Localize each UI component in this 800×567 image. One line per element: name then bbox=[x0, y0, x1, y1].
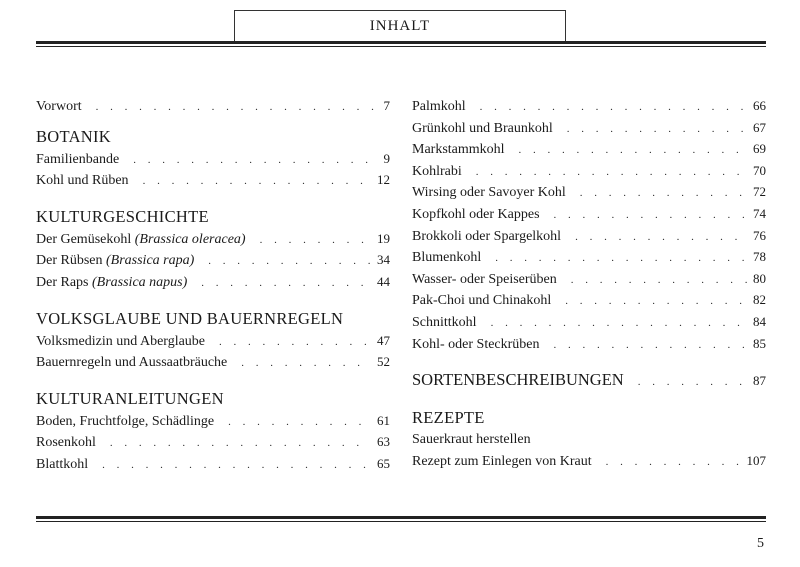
toc-entry-page: 70 bbox=[753, 162, 766, 178]
toc-entry-page: 66 bbox=[753, 98, 766, 113]
toc-entry-label: Pak-Choi und Chinakohl bbox=[412, 293, 552, 309]
toc-entry[interactable] bbox=[412, 334, 766, 356]
toc-entry-page: 7 bbox=[383, 98, 390, 113]
toc-entry-label: Kohl und Rüben bbox=[36, 173, 129, 189]
toc-entry-label: Rosenkohl bbox=[36, 435, 96, 451]
toc-entry-label: Palmkohl bbox=[412, 99, 466, 114]
section-heading-sortenbeschreibungen: SORTENBESCHREIBUNGEN bbox=[412, 370, 624, 390]
toc-entry-label: Bauernregeln und Aussaatbräuche bbox=[36, 355, 228, 371]
leader-dots bbox=[110, 433, 371, 454]
toc-entry-label: Rezept zum Einlegen von Kraut bbox=[412, 453, 592, 469]
toc-entry-name: Der Gemüsekohl bbox=[36, 231, 132, 247]
toc-entry-page: 65 bbox=[377, 455, 390, 471]
toc-entry-page: 52 bbox=[377, 354, 390, 370]
toc-entry[interactable] bbox=[412, 118, 766, 140]
toc-entry[interactable] bbox=[412, 430, 766, 451]
toc-entry-label: Wasser- oder Speiserüben bbox=[412, 271, 557, 287]
leader-dots bbox=[476, 162, 747, 183]
toc-entry-page: 67 bbox=[753, 119, 766, 135]
leader-dots bbox=[201, 273, 371, 294]
toc-entry-latin: (Brassica napus) bbox=[92, 274, 188, 290]
leader-dots bbox=[480, 97, 747, 118]
toc-entry[interactable] bbox=[412, 290, 766, 312]
toc-entry-label: Kohl- oder Steckrüben bbox=[412, 336, 540, 352]
bottom-rule-thick bbox=[36, 516, 766, 519]
toc-entry-latin: (Brassica rapa) bbox=[106, 253, 195, 269]
toc-entry[interactable] bbox=[412, 204, 766, 226]
toc-entry-page: 61 bbox=[377, 412, 390, 428]
toc-entry[interactable] bbox=[412, 269, 766, 291]
toc-entry-label: Blumenkohl bbox=[412, 250, 482, 266]
top-rule-thick bbox=[36, 41, 766, 44]
toc-entry[interactable] bbox=[36, 352, 390, 374]
toc-entry-page: 80 bbox=[753, 270, 766, 286]
leader-dots bbox=[606, 452, 741, 473]
leader-dots bbox=[638, 371, 747, 393]
toc-entry-label bbox=[36, 230, 246, 251]
toc-entry-page: 44 bbox=[377, 273, 390, 289]
toc-right-column bbox=[412, 96, 766, 472]
section-heading-kulturgeschichte: KULTURGESCHICHTE bbox=[36, 206, 209, 226]
toc-entry-latin: (Brassica oleracea) bbox=[134, 231, 246, 247]
toc-entry-page: 78 bbox=[753, 249, 766, 265]
toc-entry[interactable] bbox=[36, 272, 390, 294]
toc-entry-label: Kohlrabi bbox=[412, 163, 462, 179]
toc-entry-page: 63 bbox=[377, 434, 390, 450]
section-heading-botanik: BOTANIK bbox=[36, 126, 112, 146]
leader-dots bbox=[260, 230, 371, 251]
toc-entry-page: 74 bbox=[753, 205, 766, 221]
page-number: 5 bbox=[757, 536, 764, 551]
toc-entry[interactable] bbox=[412, 226, 766, 248]
toc-entry-label bbox=[36, 273, 187, 294]
toc-entry-page: 84 bbox=[753, 313, 766, 329]
leader-dots bbox=[102, 455, 371, 476]
toc-entry[interactable] bbox=[36, 170, 390, 192]
toc-entry[interactable] bbox=[412, 451, 766, 473]
leader-dots bbox=[219, 332, 371, 353]
toc-entry-label: Vorwort bbox=[36, 99, 82, 114]
leader-dots bbox=[208, 251, 371, 272]
leader-dots bbox=[554, 205, 747, 226]
leader-dots bbox=[519, 140, 747, 161]
top-rule bbox=[36, 41, 766, 47]
toc-entry-name: Der Rübsen bbox=[36, 253, 103, 269]
toc-entry-label: Boden, Fruchtfolge, Schädlinge bbox=[36, 413, 215, 429]
toc-entry-sortenbeschreibungen[interactable] bbox=[412, 369, 766, 393]
toc-entry-label: Kopfkohl oder Kappes bbox=[412, 206, 540, 222]
toc-entry[interactable] bbox=[412, 96, 766, 118]
toc-entry[interactable] bbox=[36, 149, 390, 171]
section-heading-volksglaube: VOLKSGLAUBE UND BAUERNREGELN bbox=[36, 308, 344, 328]
toc-entry[interactable] bbox=[412, 161, 766, 183]
bottom-rule-thin bbox=[36, 521, 766, 522]
toc-entry[interactable] bbox=[36, 229, 390, 251]
toc-entry-page: 34 bbox=[377, 252, 390, 268]
toc-entry-label: Markstammkohl bbox=[412, 142, 505, 158]
toc-entry-label: Blattkohl bbox=[36, 456, 89, 472]
toc-entry-page: 19 bbox=[377, 230, 390, 246]
leader-dots bbox=[567, 119, 747, 140]
toc-entry-label bbox=[36, 251, 194, 272]
toc-entry-label: Brokkoli oder Spargelkohl bbox=[412, 228, 562, 244]
toc-entry[interactable] bbox=[36, 411, 390, 433]
section-heading-kulturanleitungen: KULTURANLEITUNGEN bbox=[36, 388, 224, 408]
toc-entry-label: Sauerkraut herstellen bbox=[412, 432, 531, 448]
toc-entry-page: 107 bbox=[746, 452, 766, 468]
toc-entry-label: Wirsing oder Savoyer Kohl bbox=[412, 185, 566, 201]
toc-entry-page: 82 bbox=[753, 292, 766, 308]
toc-entry[interactable] bbox=[36, 454, 390, 476]
toc-entry-label: Volksmedizin und Aberglaube bbox=[36, 333, 206, 349]
toc-left-column bbox=[36, 96, 390, 476]
toc-entry-page: 76 bbox=[753, 227, 766, 243]
toc-entry-page: 87 bbox=[753, 373, 766, 389]
top-rule-thin bbox=[36, 46, 766, 47]
leader-dots bbox=[228, 412, 371, 433]
toc-entry[interactable] bbox=[36, 331, 390, 353]
toc-entry-page: 69 bbox=[753, 141, 766, 157]
leader-dots bbox=[491, 313, 747, 334]
section-heading-rezepte: REZEPTE bbox=[412, 408, 485, 428]
toc-entry[interactable] bbox=[412, 182, 766, 204]
toc-entry[interactable] bbox=[36, 432, 390, 454]
leader-dots bbox=[96, 97, 374, 118]
toc-entry-vorwort[interactable] bbox=[36, 96, 390, 118]
leader-dots bbox=[495, 248, 747, 269]
toc-entry-label: Schnittkohl bbox=[412, 314, 477, 330]
leader-dots bbox=[143, 171, 371, 192]
toc-entry[interactable] bbox=[36, 250, 390, 272]
toc-entry-label: Grünkohl und Braunkohl bbox=[412, 120, 553, 136]
toc-entry[interactable] bbox=[412, 247, 766, 269]
leader-dots bbox=[133, 150, 374, 171]
toc-entry-page: 85 bbox=[753, 335, 766, 351]
leader-dots bbox=[571, 270, 747, 291]
leader-dots bbox=[241, 353, 371, 374]
toc-entry-page: 47 bbox=[377, 332, 390, 348]
toc-entry[interactable] bbox=[412, 312, 766, 334]
toc-entry-page: 12 bbox=[377, 172, 390, 188]
page-title: INHALT bbox=[234, 10, 566, 41]
leader-dots bbox=[575, 227, 747, 248]
toc-entry[interactable] bbox=[412, 139, 766, 161]
toc-entry-name: Der Raps bbox=[36, 274, 89, 290]
toc-entry-label: Familienbande bbox=[36, 151, 120, 167]
leader-dots bbox=[565, 291, 747, 312]
toc-entry-page: 72 bbox=[753, 184, 766, 200]
leader-dots bbox=[580, 183, 747, 204]
toc-entry-page: 9 bbox=[383, 150, 390, 166]
bottom-rule bbox=[36, 516, 766, 522]
leader-dots bbox=[554, 335, 747, 356]
